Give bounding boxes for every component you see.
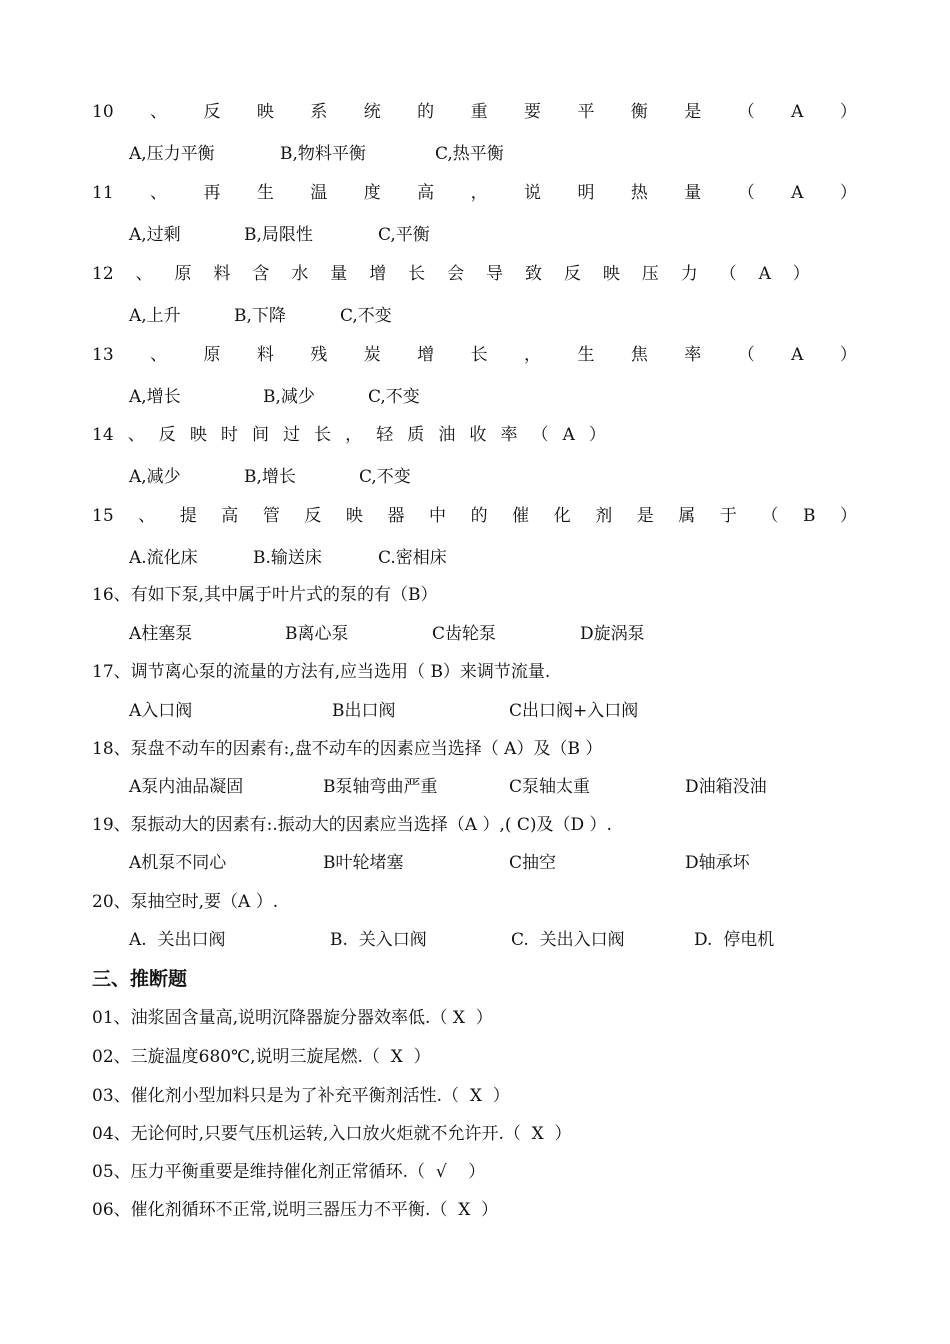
section-heading: 三、推断题 [92,968,188,990]
option-c: C出口阀+入口阀 [509,701,639,721]
option-b: B泵轴弯曲严重 [323,777,438,797]
option-a: A机泵不同心 [129,853,227,873]
option-b: B离心泵 [285,624,349,644]
option-a: A.流化床 [129,548,198,568]
spread-char: B [802,506,816,526]
question-15-options [129,548,829,568]
option-b: B,局限性 [244,225,313,245]
question-19: 19、泵振动大的因素有:.振动大的因素应当选择（A ）,( C)及（D ）. [92,815,612,835]
question-13-options [129,387,829,407]
spread-char: 反 [563,264,581,284]
spread-char: 平 [577,102,595,122]
spread-char: A [791,345,804,365]
question-12 [92,264,810,284]
question-10 [92,102,857,122]
option-d: D轴承坏 [685,853,750,873]
question-11 [92,183,857,203]
question-number: 14 [92,425,114,445]
spread-char: 长 [314,425,332,445]
question-15 [92,506,857,526]
question-14-options [129,467,829,487]
spread-char: A [562,425,575,445]
option-c: C. 关出入口阀 [511,930,625,950]
spread-char: 长 [408,264,426,284]
spread-char: ， [524,345,542,365]
spread-char: 会 [447,264,465,284]
spread-char: （ [737,102,755,122]
spread-char: 料 [213,264,231,284]
question-11-options [129,225,829,245]
spread-char: 原 [174,264,192,284]
option-c: C泵轴太重 [509,777,591,797]
spread-char: 焦 [630,345,648,365]
option-c: C抽空 [509,853,557,873]
spread-char: 中 [429,506,447,526]
spread-char: 的 [470,506,488,526]
option-b: B出口阀 [332,701,396,721]
spread-char: 说 [524,183,542,203]
question-13 [92,345,857,365]
spread-char: 再 [203,183,221,203]
option-c: C,不变 [359,467,411,487]
question-number: 13 [92,345,114,365]
option-b: B. 关入口阀 [330,930,427,950]
option-c: C,不变 [340,306,392,326]
spread-char: 剂 [595,506,613,526]
spread-char: 导 [486,264,504,284]
spread-char: 反 [203,102,221,122]
spread-char: 反 [304,506,322,526]
spread-char: 增 [417,345,435,365]
spread-char: 轻 [376,425,394,445]
spread-char: 收 [469,425,487,445]
spread-char: 热 [630,183,648,203]
spread-char: ， [470,183,488,203]
spread-char: 温 [310,183,328,203]
option-b: B叶轮堵塞 [323,853,404,873]
spread-char: 料 [256,345,274,365]
question-20: 20、泵抽空时,要（A ）. [92,892,279,912]
spread-char: 过 [283,425,301,445]
spread-char: 化 [553,506,571,526]
option-a: A,减少 [129,467,181,487]
option-d: D旋涡泵 [580,624,645,644]
question-14 [92,425,606,445]
spread-char: ） [839,102,857,122]
option-b: B,减少 [263,387,315,407]
option-d: D油箱没油 [685,777,767,797]
spread-char: A [758,264,771,284]
option-a: A,上升 [129,306,181,326]
question-19-options [129,853,829,873]
judgment-item-05: 05、压力平衡重要是维持催化剂正常循环.（ √ ） [92,1162,486,1182]
spread-char: A [791,102,804,122]
spread-char: 管 [262,506,280,526]
spread-char: 、 [138,506,156,526]
option-d: D. 停电机 [694,930,775,950]
spread-char: 力 [680,264,698,284]
spread-char: 量 [684,183,702,203]
spread-char: 统 [363,102,381,122]
spread-char: 的 [417,102,435,122]
question-18: 18、泵盘不动车的因素有:,盘不动车的因素应当选择（ A）及（B ） [92,739,603,759]
judgment-item-04: 04、无论何时,只要气压机运转,入口放火炬就不允许开.（ X ） [92,1124,572,1144]
spread-char: 映 [345,506,363,526]
judgment-item-01: 01、油浆固含量高,说明沉降器旋分器效率低.（ X ） [92,1008,493,1028]
spread-char: （ [531,425,549,445]
spread-char: 器 [387,506,405,526]
spread-char: 残 [310,345,328,365]
option-a: A,压力平衡 [129,144,215,164]
spread-char: 度 [363,183,381,203]
spread-char: 质 [407,425,425,445]
spread-char: 要 [524,102,542,122]
spread-char: ） [839,506,857,526]
question-20-options [129,930,829,950]
spread-char: （ [719,264,737,284]
spread-char: 属 [678,506,696,526]
spread-char: 压 [641,264,659,284]
spread-char: 明 [577,183,595,203]
spread-char: 量 [330,264,348,284]
spread-char: 系 [310,102,328,122]
option-a: A柱塞泵 [129,624,193,644]
spread-char: A [791,183,804,203]
option-a: A,增长 [129,387,181,407]
spread-char: 映 [256,102,274,122]
spread-char: （ [737,183,755,203]
spread-char: 间 [251,425,269,445]
option-c: C,平衡 [378,225,430,245]
spread-char: 高 [417,183,435,203]
option-c: C,热平衡 [435,144,504,164]
spread-char: 、 [150,345,168,365]
spread-char: ） [588,425,606,445]
spread-char: 时 [220,425,238,445]
spread-char: 提 [179,506,197,526]
spread-char: 、 [150,183,168,203]
question-number: 10 [92,102,114,122]
spread-char: 炭 [363,345,381,365]
spread-char: 生 [256,183,274,203]
spread-char: 含 [252,264,270,284]
spread-char: 是 [636,506,654,526]
judgment-item-03: 03、催化剂小型加料只是为了补充平衡剂活性.（ X ） [92,1086,510,1106]
spread-char: 、 [135,264,153,284]
question-17-options [129,701,829,721]
judgment-item-06: 06、催化剂循环不正常,说明三器压力不平衡.（ X ） [92,1200,499,1220]
spread-char: 原 [203,345,221,365]
spread-char: 于 [719,506,737,526]
spread-char: 率 [684,345,702,365]
spread-char: ） [839,345,857,365]
option-a: A,过剩 [129,225,181,245]
spread-char: 映 [189,425,207,445]
spread-char: ） [792,264,810,284]
spread-char: （ [737,345,755,365]
question-10-options [129,144,829,164]
spread-char: 衡 [630,102,648,122]
option-a: A泵内油品凝固 [129,777,244,797]
question-17: 17、调节离心泵的流量的方法有,应当选用（ B）来调节流量. [92,662,551,682]
option-c: C,不变 [368,387,420,407]
option-a: A. 关出口阀 [129,930,226,950]
option-b: B,下降 [234,306,286,326]
spread-char: 反 [158,425,176,445]
question-16-options [129,624,829,644]
judgment-item-02: 02、三旋温度680℃,说明三旋尾燃.（ X ） [92,1047,431,1067]
spread-char: 致 [524,264,542,284]
spread-char: 、 [150,102,168,122]
spread-char: 增 [369,264,387,284]
spread-char: 长 [470,345,488,365]
spread-char: （ [761,506,779,526]
spread-char: 催 [512,506,530,526]
option-a: A入口阀 [129,701,193,721]
spread-char: 是 [684,102,702,122]
question-number: 12 [92,264,114,284]
spread-char: ） [839,183,857,203]
spread-char: 重 [470,102,488,122]
spread-char: 高 [221,506,239,526]
spread-char: 油 [438,425,456,445]
option-b: B.输送床 [253,548,322,568]
question-18-options [129,777,829,797]
option-b: B,增长 [244,467,296,487]
question-number: 11 [92,183,114,203]
question-16: 16、有如下泵,其中属于叶片式的泵的有（B） [92,585,438,605]
spread-char: 、 [127,425,145,445]
option-b: B,物料平衡 [280,144,366,164]
question-number: 15 [92,506,114,526]
option-c: C齿轮泵 [432,624,497,644]
spread-char: 率 [500,425,518,445]
spread-char: 映 [602,264,620,284]
option-c: C.密相床 [378,548,447,568]
spread-char: ， [345,425,363,445]
question-12-options [129,306,829,326]
spread-char: 水 [291,264,309,284]
spread-char: 生 [577,345,595,365]
